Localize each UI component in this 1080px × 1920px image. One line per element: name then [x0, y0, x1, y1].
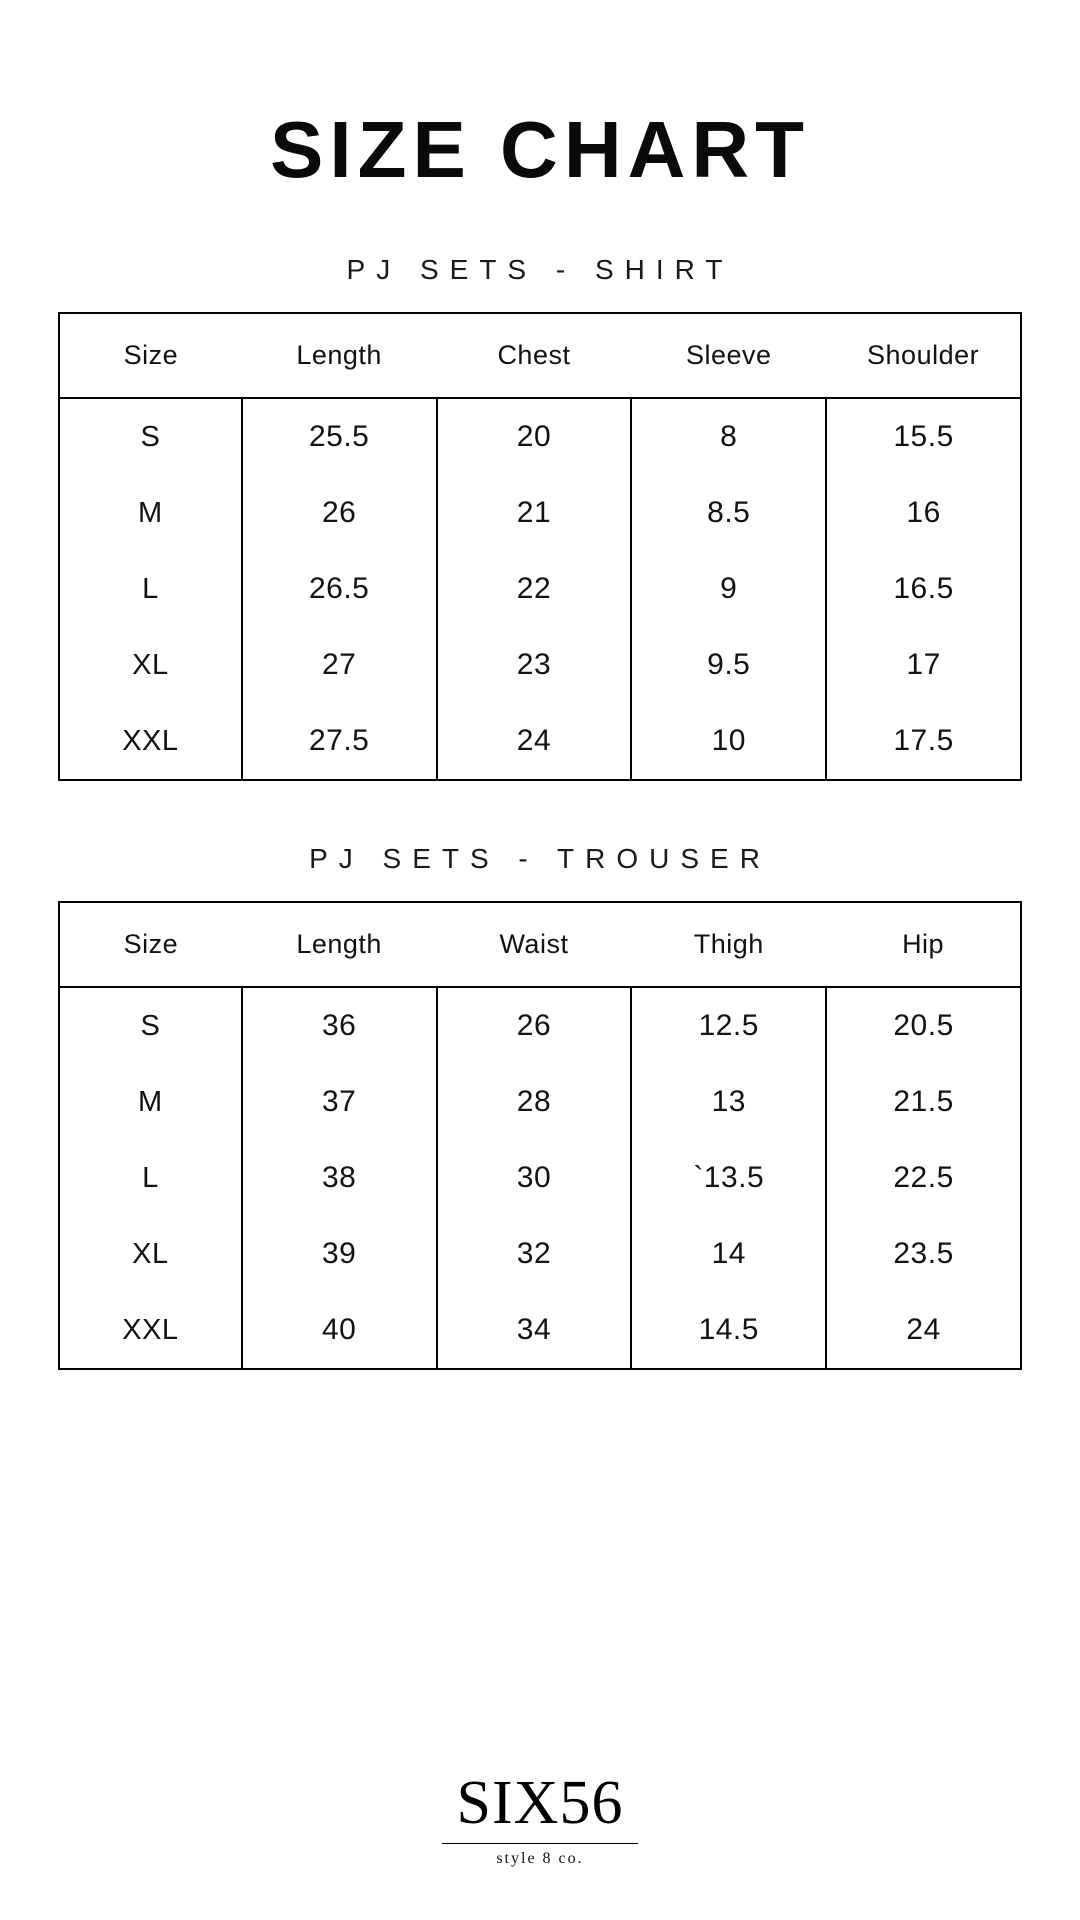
cell-size: M	[138, 496, 163, 529]
cell-chest: 22	[437, 551, 632, 627]
cell-size: XL	[132, 1237, 169, 1270]
column-header-thigh: Thigh	[631, 902, 826, 987]
cell-sleeve: 8	[631, 398, 826, 475]
cell-size: M	[138, 1085, 163, 1118]
cell-size: XL	[132, 648, 169, 681]
cell-size: XXL	[122, 724, 179, 757]
table-row	[59, 475, 1021, 551]
table-row	[59, 703, 1021, 780]
table-row	[59, 1064, 1021, 1140]
brand-footer	[58, 1769, 1022, 1868]
cell-chest: 21	[437, 475, 632, 551]
cell-sleeve: 8.5	[631, 475, 826, 551]
cell-thigh: 12.5	[631, 987, 826, 1064]
trouser-size-table	[58, 901, 1022, 1370]
brand-tagline: style 8 co.	[496, 1850, 584, 1867]
column-header-size: Size	[59, 902, 242, 987]
cell-size: XXL	[122, 1313, 179, 1346]
section-label-shirt: PJ SETS - SHIRT	[346, 254, 734, 285]
cell-sleeve: 9	[631, 551, 826, 627]
brand-logo: SIX56	[456, 1769, 624, 1837]
cell-length: 25.5	[242, 398, 437, 475]
column-header-length: Length	[242, 313, 437, 398]
cell-waist: 32	[437, 1216, 632, 1292]
cell-shoulder: 15.5	[826, 398, 1021, 475]
cell-length: 37	[242, 1064, 437, 1140]
column-header-sleeve: Sleeve	[631, 313, 826, 398]
column-header-length: Length	[242, 902, 437, 987]
cell-length: 26.5	[242, 551, 437, 627]
cell-chest: 20	[437, 398, 632, 475]
cell-chest: 24	[437, 703, 632, 780]
cell-waist: 28	[437, 1064, 632, 1140]
shirt-size-table	[58, 312, 1022, 781]
cell-length: 27.5	[242, 703, 437, 780]
cell-chest: 23	[437, 627, 632, 703]
cell-waist: 34	[437, 1292, 632, 1369]
cell-sleeve: 10	[631, 703, 826, 780]
cell-thigh: 14	[631, 1216, 826, 1292]
table-header-row	[59, 902, 1021, 987]
column-header-shoulder: Shoulder	[826, 313, 1021, 398]
cell-thigh: 14.5	[631, 1292, 826, 1369]
cell-waist: 30	[437, 1140, 632, 1216]
cell-size: L	[142, 1161, 159, 1194]
column-header-chest: Chest	[437, 313, 632, 398]
table-row	[59, 398, 1021, 475]
cell-length: 26	[242, 475, 437, 551]
cell-length: 40	[242, 1292, 437, 1369]
cell-hip: 23.5	[826, 1216, 1021, 1292]
cell-sleeve: 9.5	[631, 627, 826, 703]
cell-hip: 21.5	[826, 1064, 1021, 1140]
cell-size: S	[140, 1009, 161, 1042]
section-label-trouser: PJ SETS - TROUSER	[309, 843, 771, 874]
table-row	[59, 551, 1021, 627]
column-header-hip: Hip	[826, 902, 1021, 987]
cell-shoulder: 17	[826, 627, 1021, 703]
cell-size: L	[142, 572, 159, 605]
cell-shoulder: 17.5	[826, 703, 1021, 780]
cell-hip: 20.5	[826, 987, 1021, 1064]
cell-thigh: `13.5	[631, 1140, 826, 1216]
table-row	[59, 1292, 1021, 1369]
table-header-row	[59, 313, 1021, 398]
cell-length: 38	[242, 1140, 437, 1216]
cell-hip: 22.5	[826, 1140, 1021, 1216]
table-row	[59, 1140, 1021, 1216]
page-title: SIZE CHART	[270, 105, 810, 194]
cell-hip: 24	[826, 1292, 1021, 1369]
column-header-size: Size	[59, 313, 242, 398]
cell-thigh: 13	[631, 1064, 826, 1140]
cell-length: 36	[242, 987, 437, 1064]
cell-length: 39	[242, 1216, 437, 1292]
table-row	[59, 987, 1021, 1064]
cell-waist: 26	[437, 987, 632, 1064]
table-row	[59, 1216, 1021, 1292]
cell-shoulder: 16	[826, 475, 1021, 551]
logo-divider	[442, 1843, 638, 1844]
table-row	[59, 627, 1021, 703]
cell-length: 27	[242, 627, 437, 703]
cell-size: S	[140, 420, 161, 453]
column-header-waist: Waist	[437, 902, 632, 987]
cell-shoulder: 16.5	[826, 551, 1021, 627]
